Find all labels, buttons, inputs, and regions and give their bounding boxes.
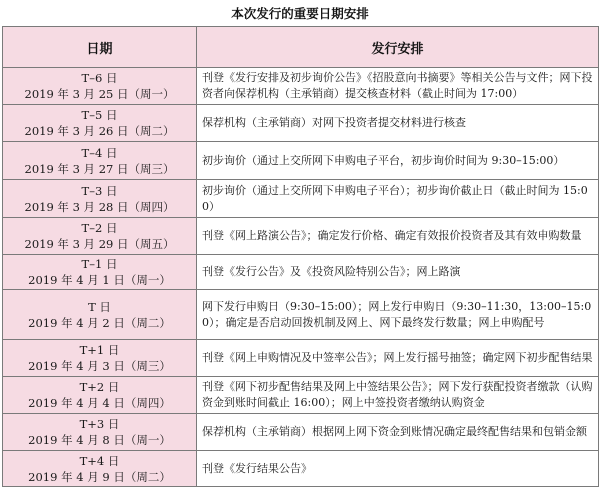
t-day-label: T+1 日: [79, 343, 120, 357]
calendar-date: 2019 年 3 月 28 日（周四）: [24, 199, 175, 214]
table-row: [3, 68, 599, 105]
arrangement-cell: 保荐机构（主承销商）对网下投资者提交材料进行核查: [197, 105, 599, 142]
t-day-label: T–5 日: [81, 108, 118, 122]
calendar-date: 2019 年 4 月 8 日（周一）: [28, 433, 171, 447]
table-row: [3, 255, 599, 290]
calendar-date: 2019 年 3 月 29 日（周五）: [24, 237, 175, 251]
t-day-label: T+3 日: [79, 417, 120, 431]
arrangement-cell: 刊登《网下初步配售结果及网上中签结果公告》；网下发行获配投资者缴款（认购资金到账时间截止 16:00）；网上中签投资者缴纳认购资金: [197, 377, 599, 414]
date-cell: [3, 255, 197, 290]
arrangement-cell: 初步询价（通过上交所网下申购电子平台）；初步询价截止日（截止时间为 15:00）: [197, 180, 599, 218]
table-row: [3, 105, 599, 142]
date-cell: [3, 68, 197, 105]
date-cell: [3, 340, 197, 377]
arrangement-cell: 刊登《发行结果公告》: [197, 451, 599, 487]
date-cell: [3, 142, 197, 180]
t-day-label: T–4 日: [81, 145, 118, 160]
arrangement-cell: 刊登《发行安排及初步询价公告》《招股意向书摘要》等相关公告与文件；网下投资者向保荐机构（主承销商）提交核查材料（截止时间为 17:00）: [197, 68, 599, 105]
table-row: [3, 142, 599, 180]
arrangement-cell: 网下发行申购日（9:30–15:00）；网上发行申购日（9:30–11:30，13:00–15:00）；确定是否启动回拨机制及网上、网下最终发行数量；网上申购配号: [197, 290, 599, 340]
t-day-label: T–6 日: [81, 71, 118, 85]
table-row: [3, 180, 599, 218]
schedule-table: [2, 26, 599, 487]
date-cell: [3, 377, 197, 414]
calendar-date: 2019 年 4 月 2 日（周二）: [28, 315, 171, 330]
table-title: 本次发行的重要日期安排: [231, 6, 369, 21]
calendar-date: 2019 年 4 月 9 日（周二）: [28, 469, 171, 484]
calendar-date: 2019 年 3 月 27 日（周三）: [24, 161, 175, 176]
arrangement-cell: 刊登《网上路演公告》；确定发行价格、确定有效报价投资者及其有效申购数量: [197, 218, 599, 255]
header-arrangement: 发行安排: [197, 27, 599, 68]
date-cell: [3, 105, 197, 142]
t-day-label: T+2 日: [79, 380, 120, 394]
t-day-label: T–2 日: [81, 221, 118, 235]
calendar-date: 2019 年 3 月 26 日（周二）: [24, 124, 175, 138]
date-cell: [3, 290, 197, 340]
t-day-label: T–1 日: [81, 257, 118, 271]
header-row: [3, 27, 599, 68]
table-row: [3, 451, 599, 487]
header-date: 日期: [3, 27, 197, 68]
calendar-date: 2019 年 4 月 4 日（周四）: [28, 396, 171, 410]
calendar-date: 2019 年 3 月 25 日（周一）: [24, 87, 175, 101]
arrangement-cell: 刊登《网上申购情况及中签率公告》；网上发行摇号抽签；确定网下初步配售结果: [197, 340, 599, 377]
t-day-label: T 日: [88, 299, 111, 314]
table-row: [3, 218, 599, 255]
date-cell: [3, 180, 197, 218]
date-cell: [3, 414, 197, 451]
table-row: [3, 414, 599, 451]
table-row: [3, 290, 599, 340]
t-day-label: T–3 日: [81, 183, 118, 198]
table-row: [3, 377, 599, 414]
table-row: [3, 340, 599, 377]
date-cell: [3, 218, 197, 255]
date-cell: [3, 451, 197, 487]
calendar-date: 2019 年 4 月 3 日（周三）: [28, 359, 171, 373]
arrangement-cell: 初步询价（通过上交所网下申购电子平台，初步询价时间为 9:30–15:00）: [197, 142, 599, 180]
arrangement-cell: 刊登《发行公告》及《投资风险特别公告》；网上路演: [197, 255, 599, 290]
calendar-date: 2019 年 4 月 1 日（周一）: [28, 273, 171, 287]
arrangement-cell: 保荐机构（主承销商）根据网上网下资金到账情况确定最终配售结果和包销金额: [197, 414, 599, 451]
t-day-label: T+4 日: [79, 453, 120, 468]
